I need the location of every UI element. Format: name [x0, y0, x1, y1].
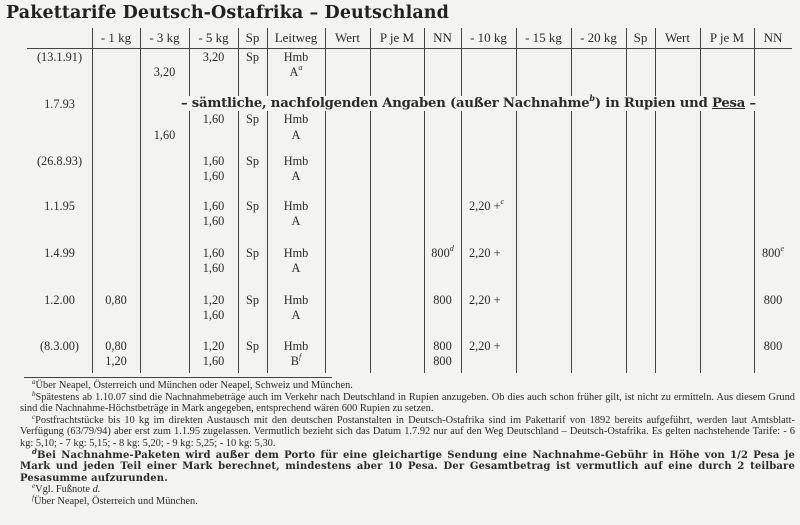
row-date: 1.7.93	[44, 97, 75, 111]
footnote-text: Über Neapel, Österreich und München oder Neapel, Schweiz und München.	[35, 380, 353, 391]
kg5-value-text: 1,20	[202, 293, 225, 307]
kg5-value-text: 1,60	[202, 354, 225, 368]
kg10-value-text: 2,20 +	[469, 293, 501, 307]
kg5-value-text: 1,60	[202, 199, 225, 213]
leitweg-value	[267, 50, 325, 64]
column-header: - 20 kg	[580, 30, 617, 45]
nn2-value	[754, 293, 792, 307]
kg1-value	[92, 339, 140, 353]
kg5-value-text: 3,20	[202, 50, 225, 64]
kg5-value	[189, 112, 238, 126]
kg10-value	[469, 246, 501, 260]
currency-notice	[178, 93, 759, 111]
kg5-value	[189, 214, 238, 228]
nn-value-text: 800	[433, 339, 452, 353]
column-divider	[571, 28, 572, 373]
footnote-mark: b	[589, 93, 595, 103]
sp-value-text: Sp	[246, 112, 259, 126]
column-header: Wert	[665, 30, 690, 45]
footnote-reference: d.	[92, 484, 101, 496]
leitweg-value	[267, 112, 325, 126]
footnote-mark: f	[32, 493, 34, 502]
footnote-mark: c	[500, 197, 505, 206]
header-rule	[27, 48, 792, 49]
kg3-value-text: 1,60	[153, 128, 176, 142]
leitweg-value-text: B	[290, 354, 299, 368]
sp-value	[238, 199, 267, 213]
kg1-value-text: 0,80	[105, 293, 127, 307]
sp-value-text: Sp	[246, 339, 259, 353]
sp-value-text: Sp	[246, 293, 259, 307]
footnotes	[20, 380, 795, 508]
leitweg-value	[267, 214, 325, 228]
nn2-value-text: 800	[763, 293, 783, 307]
leitweg-value-text: Hmb	[283, 199, 309, 213]
sp-value	[238, 50, 267, 64]
column-divider	[325, 28, 326, 373]
kg1-value-text: 0,80	[105, 339, 127, 353]
kg3-value-text: 3,20	[153, 65, 176, 79]
kg5-value	[189, 261, 238, 275]
sp-value	[238, 293, 267, 307]
row-date: (8.3.00)	[40, 339, 79, 353]
leitweg-value	[267, 339, 325, 353]
column-header: NN	[763, 30, 783, 45]
column-divider	[461, 28, 462, 373]
nn-value-text: 800	[433, 354, 452, 368]
column-header: Sp	[633, 30, 648, 45]
nn-value	[424, 339, 461, 353]
footnote-mark: d	[32, 446, 38, 456]
footnote-e	[20, 484, 795, 496]
column-header: Leitweg	[274, 30, 318, 45]
column-divider	[655, 28, 656, 373]
footnote-c	[20, 412, 795, 450]
footnote-mark: c	[32, 412, 36, 421]
leitweg-value-text: A	[291, 128, 301, 142]
footnote-text: Bei Nachnahme-Paketen wird außer dem Porto für eine gleichartige Sendung eine Nachnahme-Gebühr in Höhe von 1/2 Pesa je Mark und jeden Teil einer Mark berechnet, mindestens aber 10 Pesa. Der Gesamtbetrag ist vermutlich auf eine durch 2 teilbare Pesasumme aufzurunden.	[20, 449, 795, 484]
footnote-divider	[24, 377, 332, 378]
leitweg-value	[267, 154, 325, 168]
notice-text: – sämtliche, nachfolgenden Angaben (außer Nachnahme	[181, 96, 590, 111]
leitweg-value-text: Hmb	[283, 246, 309, 260]
leitweg-value-text: A	[289, 65, 299, 79]
leitweg-value-text: Hmb	[283, 154, 309, 168]
row-date: 1.2.00	[44, 293, 75, 307]
kg5-value	[189, 246, 238, 260]
nn2-value	[754, 246, 792, 260]
footnote-mark: e	[780, 244, 784, 253]
leitweg-value	[267, 199, 325, 213]
footnote-a	[20, 380, 795, 392]
notice-text: ) in Rupien und	[594, 96, 712, 111]
sp-value	[238, 339, 267, 353]
kg5-value-text: 1,60	[202, 246, 225, 260]
column-header: Wert	[335, 30, 360, 45]
sp-value	[238, 154, 267, 168]
kg10-value-text: 2,20 +	[469, 339, 501, 353]
leitweg-value-text: Hmb	[283, 50, 309, 64]
kg10-value-text: 2,20 +	[469, 199, 501, 213]
leitweg-value-text: A	[291, 169, 301, 183]
column-divider	[626, 28, 627, 373]
leitweg-value-text: A	[291, 214, 301, 228]
row-date: 1.4.99	[44, 246, 75, 260]
row-date: (26.8.93)	[36, 154, 83, 168]
leitweg-value-text: Hmb	[283, 339, 309, 353]
footnote-text: Über Neapel, Österreich und München.	[33, 495, 198, 507]
row-date: 1.1.95	[44, 199, 75, 213]
column-divider	[424, 28, 425, 373]
sp-value-text: Sp	[246, 199, 259, 213]
footnote-b	[20, 389, 795, 415]
leitweg-value-text: A	[291, 308, 301, 322]
kg5-value	[189, 154, 238, 168]
kg5-value	[189, 50, 238, 64]
notice-text: –	[745, 96, 756, 111]
leitweg-value-text: Hmb	[283, 112, 309, 126]
row-date: (13.1.91)	[36, 50, 83, 64]
column-header: - 15 kg	[525, 30, 562, 45]
kg5-value-text: 1,60	[202, 112, 225, 126]
kg10-value	[469, 293, 501, 307]
kg5-value-text: 1,60	[202, 214, 225, 228]
page-title: Pakettarife Deutsch-Ostafrika – Deutschland	[6, 3, 449, 23]
leitweg-value	[267, 261, 325, 275]
kg10-value	[469, 199, 504, 213]
nn2-value-text: 800	[761, 246, 781, 260]
sp-value-text: Sp	[246, 246, 259, 260]
footnote-mark: b	[32, 389, 36, 398]
footnote-d	[20, 446, 795, 485]
nn-value-text: 800	[431, 246, 450, 260]
kg5-value-text: 1,20	[202, 339, 225, 353]
footnote-text: Postfrachtstücke bis 10 kg im direkten Austausch mit den deutschen Postanstalten in Deutsch-Ostafrika sind im Pakettarif von 1892 bereits aufgeführt, werden laut Amtsblatt-Verfügung (63/79/94) aber erst zum 1.1.95 zugelassen. Vermutlich bezieht sich das Datum 1.7.92 nur auf den Weg Deutschland – Deutsch-Ostafrika. Es gelten nachstehende Tarife: - 6 kg: 5,10; - 7 kg: 5,15; - 8 kg: 5,20; - 9 kg: 5,25; - 10 kg: 5,30.	[20, 414, 795, 449]
kg3-value	[140, 65, 189, 79]
column-divider	[700, 28, 701, 373]
footnote-mark: e	[32, 482, 36, 491]
kg5-value	[189, 199, 238, 213]
kg10-value	[469, 339, 501, 353]
footnote-text: Vgl. Fußnote	[35, 484, 93, 496]
kg5-value-text: 1,60	[202, 154, 225, 168]
kg5-value-text: 1,60	[202, 308, 225, 322]
leitweg-value-text: A	[291, 261, 301, 275]
column-header: - 5 kg	[198, 30, 229, 45]
column-header: P je M	[379, 30, 415, 45]
kg5-value-text: 1,60	[202, 169, 225, 183]
kg5-value	[189, 308, 238, 322]
kg5-value	[189, 169, 238, 183]
column-header: - 10 kg	[470, 30, 507, 45]
column-header: Sp	[245, 30, 260, 45]
leitweg-value-text: Hmb	[283, 293, 309, 307]
footnote-mark: f	[298, 352, 302, 361]
nn-value	[424, 293, 461, 307]
leitweg-value	[267, 308, 325, 322]
notice-underlined: Pesa	[711, 96, 746, 111]
sp-value-text: Sp	[246, 50, 259, 64]
nn2-value	[754, 339, 792, 353]
nn2-value-text: 800	[763, 339, 783, 353]
kg5-value	[189, 339, 238, 353]
footnote-text: Spätestens ab 1.10.07 sind die Nachnahmebeträge auch im Verkehr nach Deutschland in Rupien anzugeben. Ob dies auch schon früher gilt, ist nicht zu ermitteln. Aus diesem Grund sind die Nachnahme-Höchstbeträge in Mark angegeben, entsprechend wären 600 Rupien zu setzen.	[20, 391, 795, 415]
column-header: P je M	[709, 30, 745, 45]
kg1-value	[92, 293, 140, 307]
leitweg-value	[267, 246, 325, 260]
footnote-mark: a	[32, 378, 36, 386]
kg1-value	[92, 354, 140, 368]
nn-value	[424, 246, 461, 260]
footnote-f	[20, 493, 795, 508]
nn-value	[424, 354, 461, 368]
footnote-mark: a	[298, 63, 303, 72]
kg10-value-text: 2,20 +	[469, 246, 501, 260]
leitweg-value	[267, 169, 325, 183]
kg3-value	[140, 128, 189, 142]
kg5-value	[189, 354, 238, 368]
kg5-value	[189, 293, 238, 307]
sp-value-text: Sp	[246, 154, 259, 168]
leitweg-value	[267, 128, 325, 142]
leitweg-value	[267, 65, 325, 79]
column-divider	[140, 28, 141, 373]
column-header: NN	[433, 30, 452, 45]
sp-value	[238, 112, 267, 126]
leitweg-value	[267, 293, 325, 307]
kg1-value-text: 1,20	[105, 354, 127, 368]
nn-value-text: 800	[433, 293, 452, 307]
column-divider	[92, 28, 93, 373]
column-divider	[370, 28, 371, 373]
column-header: - 1 kg	[100, 30, 132, 45]
kg5-value-text: 1,60	[202, 261, 225, 275]
footnote-mark: d	[449, 244, 454, 253]
column-header: - 3 kg	[149, 30, 180, 45]
leitweg-value	[267, 354, 325, 368]
column-divider	[516, 28, 517, 373]
column-divider	[754, 28, 755, 373]
sp-value	[238, 246, 267, 260]
